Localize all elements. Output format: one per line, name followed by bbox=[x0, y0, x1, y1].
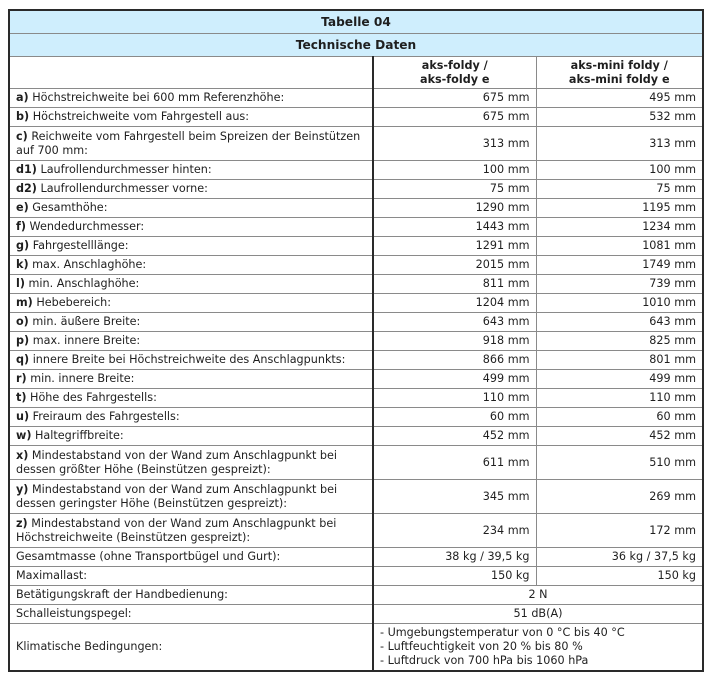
value-aks-foldy: 918 mm bbox=[373, 332, 536, 351]
row-key: m) bbox=[16, 296, 33, 309]
row-label: min. Anschlaghöhe: bbox=[28, 277, 140, 290]
value-aks-foldy: 60 mm bbox=[373, 408, 536, 427]
value-aks-foldy: 100 mm bbox=[373, 161, 536, 180]
table-row bbox=[9, 427, 703, 446]
table-row bbox=[9, 370, 703, 389]
row-label-cell bbox=[9, 294, 373, 313]
table-row bbox=[9, 199, 703, 218]
value-aks-mini-foldy: 739 mm bbox=[536, 275, 703, 294]
row-key: g) bbox=[16, 239, 30, 252]
column-header-row bbox=[9, 57, 703, 89]
row-label-cell bbox=[9, 370, 373, 389]
row-label-cell bbox=[9, 218, 373, 237]
table-row bbox=[9, 108, 703, 127]
row-label: innere Breite bei Höchstreichweite des Anschlagpunkts: bbox=[32, 353, 346, 366]
row-label-cell bbox=[9, 89, 373, 108]
row-key: o) bbox=[16, 315, 29, 328]
column-header-aks-foldy bbox=[373, 57, 536, 89]
value-aks-mini-foldy: 1081 mm bbox=[536, 237, 703, 256]
row-label-cell bbox=[9, 389, 373, 408]
row-label: Mindestabstand von der Wand zum Anschlagpunkt bei dessen größter Höhe (Beinstützen gespreizt): bbox=[16, 448, 338, 476]
value-aks-mini-foldy: 1010 mm bbox=[536, 294, 703, 313]
row-label-cell bbox=[9, 256, 373, 275]
row-label: Hebebereich: bbox=[36, 296, 111, 309]
value-aks-foldy: 313 mm bbox=[373, 127, 536, 161]
table-row bbox=[9, 313, 703, 332]
row-label-cell bbox=[9, 548, 373, 567]
table-row bbox=[9, 256, 703, 275]
row-key: a) bbox=[16, 91, 29, 104]
value-aks-mini-foldy: 1195 mm bbox=[536, 199, 703, 218]
column-header-line: aks-foldy / bbox=[421, 58, 488, 72]
row-key: u) bbox=[16, 410, 30, 423]
row-label-cell bbox=[9, 127, 373, 161]
row-label: Höchstreichweite vom Fahrgestell aus: bbox=[32, 110, 250, 123]
row-label-cell bbox=[9, 514, 373, 548]
row-label: Wendedurchmesser: bbox=[29, 220, 145, 233]
table-row bbox=[9, 548, 703, 567]
value-aks-foldy: 811 mm bbox=[373, 275, 536, 294]
value-aks-mini-foldy: 150 kg bbox=[536, 567, 703, 586]
value-aks-mini-foldy: 643 mm bbox=[536, 313, 703, 332]
row-key: r) bbox=[16, 372, 27, 385]
row-key: w) bbox=[16, 429, 32, 442]
table-row bbox=[9, 237, 703, 256]
table-row bbox=[9, 218, 703, 237]
climate-condition-line: - Umgebungstemperatur von 0 °C bis 40 °C bbox=[380, 626, 625, 639]
value-aks-foldy: 499 mm bbox=[373, 370, 536, 389]
row-label: Gesamthöhe: bbox=[32, 201, 108, 214]
row-key: c) bbox=[16, 129, 28, 143]
value-aks-foldy: 643 mm bbox=[373, 313, 536, 332]
row-key: y) bbox=[16, 482, 29, 496]
shared-value: 2 N bbox=[373, 586, 703, 605]
value-aks-foldy: 866 mm bbox=[373, 351, 536, 370]
row-label-cell bbox=[9, 313, 373, 332]
table-row bbox=[9, 294, 703, 313]
table-title: Tabelle 04 bbox=[9, 10, 703, 34]
row-label-cell bbox=[9, 180, 373, 199]
value-aks-mini-foldy: 100 mm bbox=[536, 161, 703, 180]
value-aks-foldy: 1204 mm bbox=[373, 294, 536, 313]
value-aks-mini-foldy: 825 mm bbox=[536, 332, 703, 351]
row-label: Reichweite vom Fahrgestell beim Spreizen der Beinstützen auf 700 mm: bbox=[16, 129, 361, 157]
table-row bbox=[9, 446, 703, 480]
table-row bbox=[9, 514, 703, 548]
row-label: min. innere Breite: bbox=[30, 372, 135, 385]
row-key: z) bbox=[16, 516, 28, 530]
row-label: Laufrollendurchmesser vorne: bbox=[40, 182, 208, 195]
value-aks-mini-foldy: 269 mm bbox=[536, 480, 703, 514]
row-label-cell bbox=[9, 567, 373, 586]
row-key: p) bbox=[16, 334, 30, 347]
row-label: Schalleistungspegel: bbox=[9, 605, 373, 624]
table-row bbox=[9, 408, 703, 427]
row-label-cell bbox=[9, 161, 373, 180]
row-label: min. äußere Breite: bbox=[32, 315, 141, 328]
row-label: Klimatische Bedingungen: bbox=[9, 624, 373, 672]
value-aks-mini-foldy: 75 mm bbox=[536, 180, 703, 199]
value-aks-mini-foldy: 172 mm bbox=[536, 514, 703, 548]
value-aks-foldy: 675 mm bbox=[373, 89, 536, 108]
table-subtitle: Technische Daten bbox=[9, 34, 703, 57]
row-label-cell bbox=[9, 480, 373, 514]
value-aks-mini-foldy: 313 mm bbox=[536, 127, 703, 161]
row-key: e) bbox=[16, 201, 29, 214]
table-row bbox=[9, 567, 703, 586]
value-aks-foldy: 150 kg bbox=[373, 567, 536, 586]
row-key: t) bbox=[16, 391, 27, 404]
value-aks-foldy: 1291 mm bbox=[373, 237, 536, 256]
table-row bbox=[9, 89, 703, 108]
row-label: Mindestabstand von der Wand zum Anschlagpunkt bei Höchstreichweite (Beinstützen gespreizt): bbox=[16, 516, 337, 544]
row-key: d1) bbox=[16, 163, 37, 176]
row-label: Maximallast: bbox=[16, 569, 88, 582]
row-label: Mindestabstand von der Wand zum Anschlagpunkt bei dessen geringster Höhe (Beinstützen gespreizt): bbox=[16, 482, 338, 510]
table-row bbox=[9, 351, 703, 370]
value-aks-foldy: 38 kg / 39,5 kg bbox=[373, 548, 536, 567]
technical-data-table bbox=[8, 9, 704, 672]
value-aks-foldy: 1290 mm bbox=[373, 199, 536, 218]
column-header-line: aks-foldy e bbox=[420, 72, 490, 86]
row-key: k) bbox=[16, 258, 29, 271]
row-label-cell bbox=[9, 237, 373, 256]
row-label: Freiraum des Fahrgestells: bbox=[32, 410, 180, 423]
value-aks-mini-foldy: 801 mm bbox=[536, 351, 703, 370]
column-header-line: aks-mini foldy e bbox=[568, 72, 670, 86]
value-aks-foldy: 611 mm bbox=[373, 446, 536, 480]
table-row bbox=[9, 389, 703, 408]
shared-value: 51 dB(A) bbox=[373, 605, 703, 624]
column-header-line: aks-mini foldy / bbox=[570, 58, 668, 72]
value-aks-foldy: 452 mm bbox=[373, 427, 536, 446]
row-label-cell bbox=[9, 446, 373, 480]
value-aks-foldy: 110 mm bbox=[373, 389, 536, 408]
table-row bbox=[9, 127, 703, 161]
value-aks-mini-foldy: 499 mm bbox=[536, 370, 703, 389]
value-aks-foldy: 75 mm bbox=[373, 180, 536, 199]
table-row bbox=[9, 332, 703, 351]
row-label: Laufrollendurchmesser hinten: bbox=[40, 163, 212, 176]
row-label: Fahrgestelllänge: bbox=[32, 239, 129, 252]
row-label: Betätigungskraft der Handbedienung: bbox=[9, 586, 373, 605]
row-label-cell bbox=[9, 427, 373, 446]
value-aks-mini-foldy: 495 mm bbox=[536, 89, 703, 108]
row-key: b) bbox=[16, 110, 30, 123]
value-aks-mini-foldy: 510 mm bbox=[536, 446, 703, 480]
row-label: max. innere Breite: bbox=[32, 334, 141, 347]
value-aks-foldy: 345 mm bbox=[373, 480, 536, 514]
value-aks-mini-foldy: 36 kg / 37,5 kg bbox=[536, 548, 703, 567]
row-key: q) bbox=[16, 353, 30, 366]
row-label-cell bbox=[9, 199, 373, 218]
row-label-cell bbox=[9, 408, 373, 427]
table-row bbox=[9, 480, 703, 514]
table-row bbox=[9, 161, 703, 180]
row-label: max. Anschlaghöhe: bbox=[32, 258, 147, 271]
row-label-cell bbox=[9, 108, 373, 127]
row-label: Haltegriffbreite: bbox=[35, 429, 124, 442]
row-label-cell bbox=[9, 332, 373, 351]
climate-row bbox=[9, 624, 703, 672]
row-label-cell bbox=[9, 275, 373, 294]
table-row bbox=[9, 180, 703, 199]
value-aks-mini-foldy: 60 mm bbox=[536, 408, 703, 427]
value-aks-mini-foldy: 452 mm bbox=[536, 427, 703, 446]
value-aks-foldy: 1443 mm bbox=[373, 218, 536, 237]
column-header-aks-mini-foldy bbox=[536, 57, 703, 89]
table-row bbox=[9, 275, 703, 294]
value-aks-mini-foldy: 110 mm bbox=[536, 389, 703, 408]
value-aks-mini-foldy: 532 mm bbox=[536, 108, 703, 127]
row-key: f) bbox=[16, 220, 26, 233]
value-aks-foldy: 675 mm bbox=[373, 108, 536, 127]
table-row bbox=[9, 586, 703, 605]
row-key: l) bbox=[16, 277, 25, 290]
climate-condition-line: - Luftfeuchtigkeit von 20 % bis 80 % bbox=[380, 640, 583, 653]
value-aks-mini-foldy: 1234 mm bbox=[536, 218, 703, 237]
row-label: Höhe des Fahrgestells: bbox=[30, 391, 157, 404]
value-aks-foldy: 234 mm bbox=[373, 514, 536, 548]
value-aks-mini-foldy: 1749 mm bbox=[536, 256, 703, 275]
row-key: d2) bbox=[16, 182, 37, 195]
value-aks-foldy: 2015 mm bbox=[373, 256, 536, 275]
row-key: x) bbox=[16, 448, 29, 462]
climate-condition-line: - Luftdruck von 700 hPa bis 1060 hPa bbox=[380, 654, 589, 667]
row-label-cell bbox=[9, 351, 373, 370]
table-row bbox=[9, 605, 703, 624]
row-label: Höchstreichweite bei 600 mm Referenzhöhe: bbox=[32, 91, 285, 104]
climate-conditions bbox=[373, 624, 703, 672]
row-label: Gesamtmasse (ohne Transportbügel und Gurt): bbox=[16, 550, 281, 563]
header-empty-cell bbox=[9, 57, 373, 89]
